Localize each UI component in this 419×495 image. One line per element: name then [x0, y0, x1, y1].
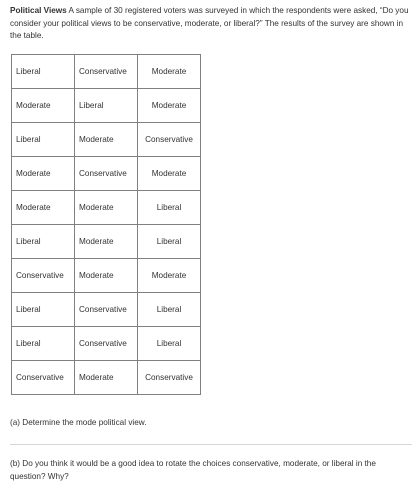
table-cell: Moderate [75, 259, 138, 293]
section-divider [10, 444, 412, 445]
table-row [12, 157, 201, 191]
table-cell: Conservative [75, 327, 138, 361]
table-row [12, 361, 201, 395]
table-row [12, 89, 201, 123]
table-cell: Liberal [12, 225, 75, 259]
table-row [12, 191, 201, 225]
table-cell: Moderate [12, 191, 75, 225]
table-cell: Moderate [75, 123, 138, 157]
table-cell: Moderate [138, 55, 201, 89]
table-cell: Conservative [75, 55, 138, 89]
table-cell: Conservative [12, 361, 75, 395]
table-cell: Liberal [12, 293, 75, 327]
table-cell: Liberal [75, 89, 138, 123]
table-row [12, 225, 201, 259]
table-cell: Liberal [12, 55, 75, 89]
question-a: (a) Determine the mode political view. [10, 418, 147, 427]
table-cell: Moderate [12, 157, 75, 191]
table-cell: Moderate [138, 259, 201, 293]
table-cell: Moderate [138, 89, 201, 123]
question-b: (b) Do you think it would be a good idea to rotate the choices conservative, moderate, or liberal in the question? Why? [10, 459, 376, 481]
table-row [12, 327, 201, 361]
table-cell: Liberal [138, 225, 201, 259]
survey-table [11, 54, 201, 395]
table-cell: Moderate [12, 89, 75, 123]
table-row [12, 259, 201, 293]
table-row [12, 123, 201, 157]
table-cell: Liberal [138, 191, 201, 225]
table-cell: Liberal [12, 327, 75, 361]
table-cell: Moderate [138, 157, 201, 191]
table-cell: Liberal [138, 293, 201, 327]
table-cell: Liberal [12, 123, 75, 157]
table-cell: Conservative [75, 157, 138, 191]
table-cell: Conservative [138, 361, 201, 395]
problem-intro [10, 5, 412, 43]
table-cell: Moderate [75, 361, 138, 395]
problem-title: Political Views [10, 6, 67, 15]
table-row [12, 293, 201, 327]
table-cell: Conservative [138, 123, 201, 157]
table-cell: Conservative [12, 259, 75, 293]
table-cell: Conservative [75, 293, 138, 327]
problem-text: A sample of 30 registered voters was surveyed in which the respondents were asked, “Do you consider your political views to be conservative, moderate, or liberal?” The results of the survey are shown in the table. [10, 6, 409, 40]
table-cell: Moderate [75, 191, 138, 225]
table-row [12, 55, 201, 89]
table-cell: Liberal [138, 327, 201, 361]
table-cell: Moderate [75, 225, 138, 259]
